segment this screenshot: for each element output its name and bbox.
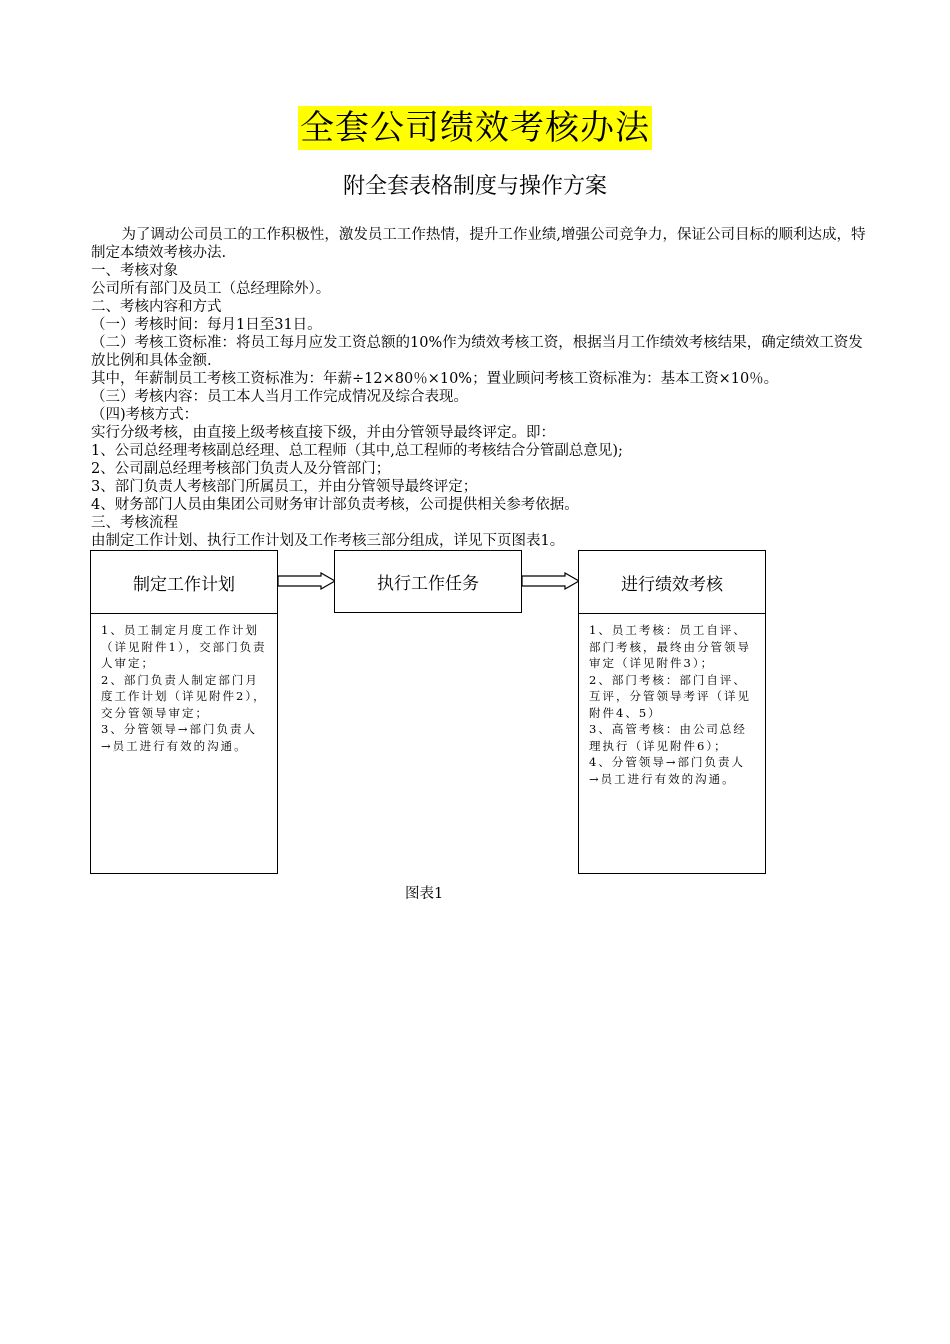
paragraph: 公司所有部门及员工（总经理除外）。 xyxy=(91,281,331,297)
flow-arrow-right-icon xyxy=(521,572,581,590)
flow-item: 1、员工制定月度工作计划（详见附件1），交部门负责人审定； xyxy=(101,623,267,670)
flow-box-execute-title: 执行工作任务 xyxy=(377,574,479,594)
flow-box-plan-title: 制定工作计划 xyxy=(91,551,277,614)
flow-box-evaluate-title: 进行绩效考核 xyxy=(579,551,765,614)
paragraph: （四)考核方式： xyxy=(91,407,199,423)
paragraph: 其中，年薪制员工考核工资标准为：年薪÷12×80％×10%；置业顾问考核工资标准为：基本工资×10％。 xyxy=(91,371,779,387)
title-container xyxy=(0,106,950,150)
intro-paragraph: 为了调动公司员工的工作积极性，激发员工工作热情，提升工作业绩,增强公司竞争力，保证公司目标的顺利达成，特制定本绩效考核办法. xyxy=(91,227,866,261)
flow-box-execute xyxy=(334,550,522,613)
flow-box-evaluate xyxy=(578,550,766,874)
paragraph: （一）考核时间：每月1日至31日。 xyxy=(91,317,322,333)
paragraph: （三）考核内容：员工本人当月工作完成情况及综合表现。 xyxy=(91,389,468,405)
document-title: 全套公司绩效考核办法 xyxy=(300,108,650,148)
flow-box-evaluate-body xyxy=(579,614,765,787)
flow-item: 2、部门负责人制定部门月度工作计划（详见附件2），交分管领导审定； xyxy=(101,672,267,720)
section-heading: 一、考核对象 xyxy=(91,263,178,279)
document-subtitle: 附全套表格制度与操作方案 xyxy=(342,174,607,199)
paragraph: 由制定工作计划、执行工作计划及工作考核三部分组成，详见下页图表1。 xyxy=(91,533,565,549)
section-heading: 三、考核流程 xyxy=(91,515,178,531)
section-heading: 二、考核内容和方式 xyxy=(91,299,222,315)
body-text xyxy=(91,226,866,550)
flow-item: 2、部门考核：部门自评、互评，分管领导考评（详见附件4、5） xyxy=(589,672,751,720)
flow-box-plan-body xyxy=(91,614,277,754)
list-item: 2、公司副总经理考核部门负责人及分管部门； xyxy=(91,461,391,477)
flow-box-plan xyxy=(90,550,278,874)
flow-item: 3、高管考核：由公司总经理执行（详见附件6）； xyxy=(589,722,747,753)
paragraph: 实行分级考核，由直接上级考核直接下级，并由分管领导最终评定。即： xyxy=(91,425,555,441)
list-item: 4、财务部门人员由集团公司财务审计部负责考核，公司提供相关参考依据。 xyxy=(91,497,579,513)
flow-arrow-right-icon xyxy=(277,572,337,590)
paragraph: （二）考核工资标准：将员工每月应发工资总额的10%作为绩效考核工资，根据当月工作绩效考核结果，确定绩效工资发放比例和具体金额. xyxy=(91,335,863,369)
figure-caption: 图表1 xyxy=(405,886,444,902)
list-item: 3、部门负责人考核部门所属员工，并由分管领导最终评定； xyxy=(91,479,478,495)
flow-item: 3、分管领导→部门负责人→员工进行有效的沟通。 xyxy=(101,722,257,753)
flow-item: 1、员工考核：员工自评、部门考核，最终由分管领导审定（详见附件3）； xyxy=(589,623,751,670)
list-item: 1、公司总经理考核副总经理、总工程师（其中,总工程师的考核结合分管副总意见); xyxy=(91,443,623,459)
flow-item: 4、分管领导→部门负责人→员工进行有效的沟通。 xyxy=(589,755,745,786)
